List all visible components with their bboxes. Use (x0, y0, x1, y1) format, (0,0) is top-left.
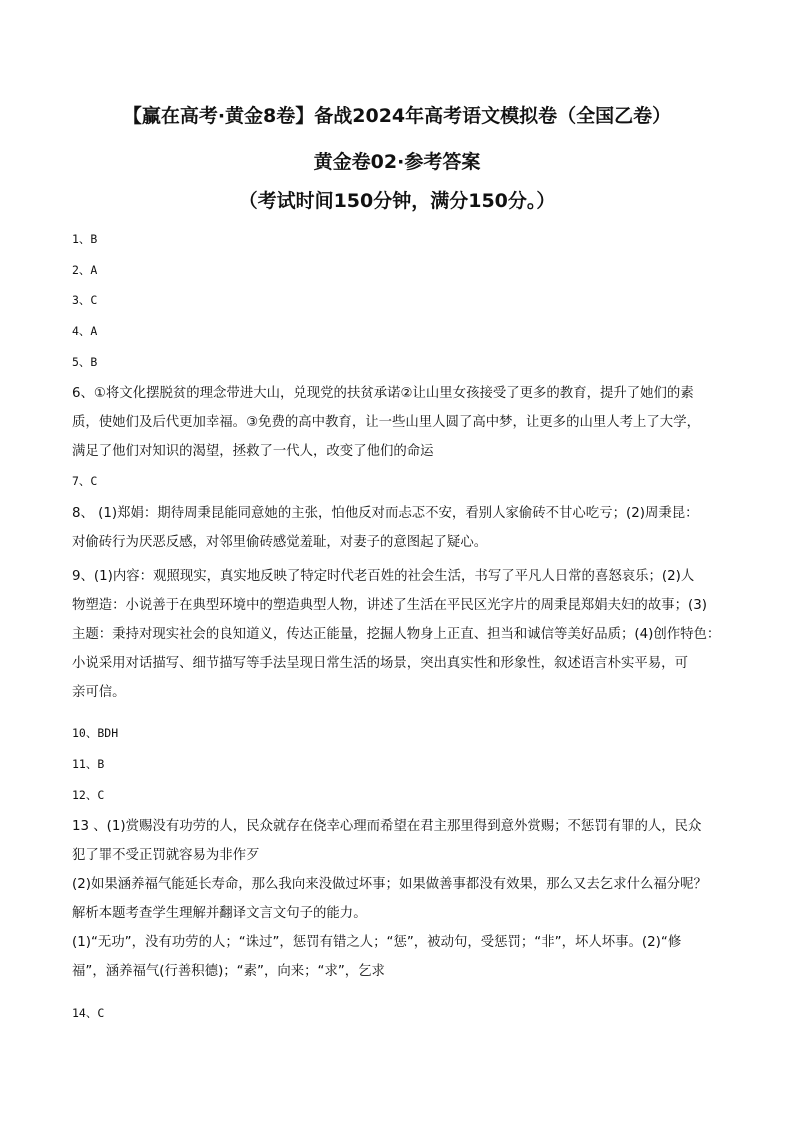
answer-q13-line: 福”，涵养福气(行善积德)；“素”，向来；“求”，乞求 (72, 964, 385, 979)
answer-q8-line: 8、 (1)郑娟：期待周秉昆能同意她的主张，怕他反对而忐忑不安，看别人家偷砖不甘心吃亏；(2)周秉昆： (72, 506, 699, 521)
answer-q6-line: 质，使她们及后代更加幸福。③免费的高中教育，让一些山里人圆了高中梦，让更多的山里人考上了大学， (72, 415, 700, 430)
answer-q5: 5、B (72, 355, 98, 369)
exam-info: （考试时间150分钟，满分150分。） (238, 190, 556, 212)
answer-q9-line: 物塑造：小说善于在典型环境中的塑造典型人物，讲述了生活在平民区光字片的周秉昆郑娟夫妇的故事；(3) (72, 598, 707, 613)
answer-q13-line: 犯了罪不受正罚就容易为非作歹 (72, 848, 260, 863)
document-subtitle: 黄金卷02·参考答案 (313, 151, 481, 173)
answer-q3: 3、C (72, 293, 98, 307)
answer-q9-line: 9、(1)内容：观照现实，真实地反映了特定时代老百姓的社会生活，书写了平凡人日常的喜怒哀乐；(2)人 (72, 569, 695, 584)
answer-q8 (72, 499, 732, 557)
document-title: 【赢在高考·黄金8卷】备战2024年高考语文模拟卷（全国乙卷） (122, 105, 672, 127)
answer-q6-line: 6、①将文化摆脱贫的理念带进大山，兑现党的扶贫承诺②让山里女孩接受了更多的教育，提升了她们的素 (72, 386, 694, 401)
answer-q9-line: 亲可信。 (72, 685, 126, 700)
answer-q9-line: 主题：秉持对现实社会的良知道义，传达正能量，挖掘人物身上正直、担当和诚信等美好品质；(4)创作特色： (72, 627, 721, 642)
answer-q8-line: 对偷砖行为厌恶反感，对邻里偷砖感觉羞耻，对妻子的意图起了疑心。 (72, 535, 488, 550)
answer-q13-line: (1)“无功”，没有功劳的人；“诛过”，惩罚有错之人；“惩”，被动句，受惩罚；“非”，坏人坏事。(2)“修 (72, 935, 682, 950)
answer-q4: 4、A (72, 324, 98, 338)
answer-q1: 1、B (72, 232, 98, 246)
answer-q14: 14、C (72, 1006, 105, 1020)
answer-q9 (72, 562, 732, 707)
answer-q13-line: 13 、(1)赏赐没有功劳的人，民众就存在侥幸心理而希望在君主那里得到意外赏赐；不惩罚有罪的人，民众 (72, 819, 702, 834)
answer-q11: 11、B (72, 757, 105, 771)
answer-q7: 7、C (72, 474, 98, 488)
answer-q13-line: (2)如果涵养福气能延长寿命，那么我向来没做过坏事；如果做善事都没有效果，那么又去乞求什么福分呢？ (72, 877, 707, 892)
answer-q13-line: 解析本题考查学生理解并翻译文言文句子的能力。 (72, 906, 367, 921)
answer-q2: 2、A (72, 263, 98, 277)
answer-q10: 10、BDH (72, 726, 119, 740)
answer-q6-line: 满足了他们对知识的渴望，拯救了一代人，改变了他们的命运 (72, 444, 434, 459)
answer-q12: 12、C (72, 788, 105, 802)
answer-q9-line: 小说采用对话描写、细节描写等手法呈现日常生活的场景，突出真实性和形象性，叙述语言朴实平易，可 (72, 656, 688, 671)
answer-q13 (72, 812, 732, 986)
answer-q6 (72, 379, 732, 466)
